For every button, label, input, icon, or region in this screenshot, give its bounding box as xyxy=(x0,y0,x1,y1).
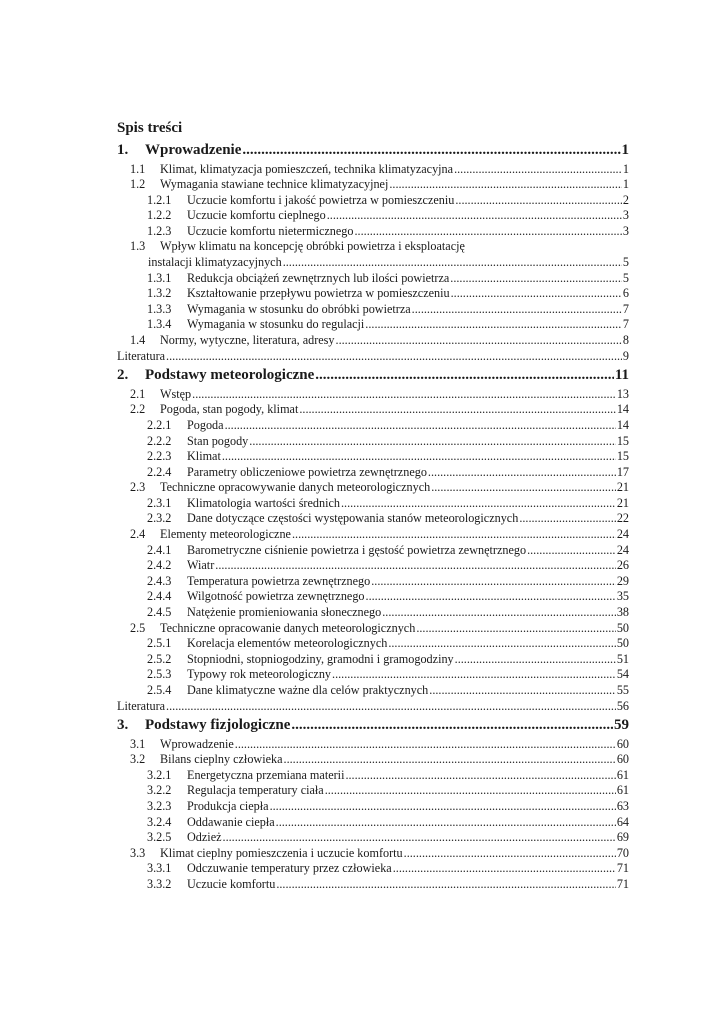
toc-entry[interactable] xyxy=(117,543,629,559)
toc-entry-number: 3.1 xyxy=(130,736,146,751)
toc-entry-page: 2 xyxy=(622,192,629,207)
toc-entry-page: 64 xyxy=(616,814,629,829)
dot-leader xyxy=(284,752,616,768)
toc-entry-title: Produkcja ciepła xyxy=(187,799,269,814)
toc-entry-page: 15 xyxy=(616,449,629,464)
toc-entry-number: 1.2.2 xyxy=(147,208,172,223)
dot-leader xyxy=(270,799,616,815)
toc-entry-page: 71 xyxy=(616,861,629,876)
toc-entry-number: 1.1 xyxy=(130,161,146,176)
toc-entry-number: 2.5.2 xyxy=(147,651,172,666)
toc-entry-number: 2.4 xyxy=(130,527,146,542)
toc-entry-number: 2.2.2 xyxy=(147,433,172,448)
dot-leader xyxy=(382,605,616,621)
toc-entry-title: Wymagania w stosunku do regulacji xyxy=(187,317,365,332)
toc-entry[interactable] xyxy=(117,589,629,605)
dot-leader xyxy=(519,511,616,527)
toc-entry-title: Wymagania w stosunku do obróbki powietrza xyxy=(187,301,411,316)
toc-entry[interactable] xyxy=(117,177,629,193)
toc-entry[interactable] xyxy=(117,714,629,737)
dot-leader xyxy=(222,449,616,465)
toc-entry-title: Regulacja temperatury ciała xyxy=(187,783,324,798)
toc-entry-title: Wiatr xyxy=(187,558,215,573)
toc-entry-title: Dane klimatyczne ważne dla celów praktycznych xyxy=(187,683,429,697)
toc-entry-page: 56 xyxy=(616,698,629,713)
toc-entry-title: Wymagania stawiane technice klimatyzacyjnej xyxy=(160,177,389,192)
dot-leader xyxy=(365,317,622,333)
toc-entry-number: 2.3 xyxy=(130,480,146,495)
toc-entry-number: 1.3.2 xyxy=(147,286,172,301)
toc-entry-page: 14 xyxy=(616,402,629,417)
toc-entry-title: Pogoda, stan pogody, klimat xyxy=(160,402,299,417)
toc-entry-title: Korelacja elementów meteorologicznych xyxy=(187,636,388,651)
toc-entry-page: 38 xyxy=(616,605,629,620)
dot-leader xyxy=(450,271,622,287)
toc-entry[interactable] xyxy=(117,558,629,574)
dot-leader xyxy=(412,302,622,318)
toc-entry-title: Wprowadzenie xyxy=(145,142,242,158)
toc-entry-page: 29 xyxy=(616,573,629,588)
toc-entry[interactable] xyxy=(117,418,629,434)
toc-entry-page: 5 xyxy=(622,255,629,270)
dot-leader xyxy=(225,418,616,434)
dot-leader xyxy=(455,193,622,209)
toc-entry-number: 1.2.3 xyxy=(147,223,172,238)
toc-entry-number: 1.3.3 xyxy=(147,301,172,316)
dot-leader xyxy=(166,349,622,365)
toc-entry-number: 3.2.5 xyxy=(147,830,172,845)
dot-leader xyxy=(455,652,616,668)
toc-entry[interactable] xyxy=(117,861,629,877)
toc-entry-page: 5 xyxy=(622,270,629,285)
toc-entry-title: Podstawy fizjologiczne xyxy=(145,717,291,734)
toc-entry-page: 7 xyxy=(622,301,629,316)
toc-entry-title: Techniczne opracowanie danych meteorologicznych xyxy=(160,620,416,635)
toc-entry-title: Techniczne opracowywanie danych meteorologicznych xyxy=(160,480,431,495)
dot-leader xyxy=(242,139,620,162)
toc-entry[interactable] xyxy=(117,449,629,465)
dot-leader xyxy=(393,861,616,877)
toc-entry-page: 51 xyxy=(616,651,629,666)
dot-leader xyxy=(166,699,616,715)
toc-entry-title: Klimat cieplny pomieszczenia i uczucie komfortu xyxy=(160,845,403,860)
toc-entry-page: 24 xyxy=(616,542,629,557)
toc-entry-page: 17 xyxy=(616,464,629,479)
toc-entry-title: Klimat xyxy=(187,449,221,464)
toc-entry[interactable] xyxy=(117,667,629,683)
toc-entry[interactable] xyxy=(117,877,629,893)
toc-entry[interactable] xyxy=(117,830,629,846)
toc-entry-number: 3.3 xyxy=(130,845,146,860)
toc-entry-number: 2.4.5 xyxy=(147,605,172,620)
toc-entry[interactable] xyxy=(117,434,629,450)
toc-entry-number: 2. xyxy=(117,367,129,384)
toc-entry-page: 24 xyxy=(616,527,629,542)
toc-entry-number: 3.2 xyxy=(130,752,146,767)
toc-entry-number: 3.3.1 xyxy=(147,861,172,876)
dot-leader xyxy=(527,543,616,559)
toc-entry[interactable] xyxy=(117,737,629,753)
toc-entry-number: 1.2.1 xyxy=(147,192,172,207)
toc-entry-page: 3 xyxy=(622,208,629,223)
toc-entry-page: 70 xyxy=(616,845,629,860)
dot-leader xyxy=(299,402,615,418)
toc-entry-page: 22 xyxy=(616,511,629,526)
toc-entry-number: 2.2.4 xyxy=(147,464,172,479)
dot-leader xyxy=(215,558,616,574)
toc-entry-page: 61 xyxy=(616,767,629,782)
toc-entry-number: 1.4 xyxy=(130,333,146,348)
dot-leader xyxy=(276,877,615,893)
toc-entry-page: 35 xyxy=(616,589,629,604)
dot-leader xyxy=(276,815,616,831)
toc-entry-number: 1.2 xyxy=(130,177,146,192)
toc-entry[interactable] xyxy=(117,349,629,365)
toc-entry-title: Natężenie promieniowania słonecznego xyxy=(187,605,382,620)
toc-entry-number: 2.3.2 xyxy=(147,511,172,526)
toc-entry-number: 2.5.4 xyxy=(147,683,172,697)
toc-entry-number: 2.4.2 xyxy=(147,558,172,573)
toc-entry[interactable] xyxy=(117,302,629,318)
dot-leader xyxy=(341,496,616,512)
dot-leader xyxy=(428,465,616,481)
toc-entry-title: Uczucie komfortu i jakość powietrza w pomieszczeniu xyxy=(187,192,455,207)
toc-entry[interactable] xyxy=(117,317,629,333)
toc-entry-page: 14 xyxy=(616,417,629,432)
toc-entry-page: 60 xyxy=(616,752,629,767)
toc-entry-title: Wpływ klimatu na koncepcję obróbki powietrza i eksploatację xyxy=(160,239,465,254)
toc-entry-page: 50 xyxy=(616,636,629,651)
toc-entry[interactable] xyxy=(117,846,629,862)
toc-entry-title: Kształtowanie przepływu powietrza w pomieszczeniu xyxy=(187,286,450,301)
toc-entry[interactable] xyxy=(117,333,629,349)
dot-leader xyxy=(235,737,616,753)
toc-entry-title: Stan pogody xyxy=(187,433,249,448)
toc-entry-title: Klimat, klimatyzacja pomieszczeń, technika klimatyzacyjna xyxy=(160,161,454,176)
toc-entry-page: 9 xyxy=(622,348,629,363)
toc-entry[interactable] xyxy=(117,768,629,784)
toc-entry-number: 1.3.1 xyxy=(147,270,172,285)
dot-leader xyxy=(431,480,616,496)
toc-entry-page: 1 xyxy=(621,142,629,158)
toc-entry-title: Odczuwanie temperatury przez człowieka xyxy=(187,861,392,876)
toc-entry-title: Temperatura powietrza zewnętrznego xyxy=(187,573,371,588)
toc-entry-title: Typowy rok meteorologiczny xyxy=(187,667,332,682)
toc-entry-number: 3.3.2 xyxy=(147,877,172,892)
toc-entry-page: 15 xyxy=(616,433,629,448)
toc-entry[interactable] xyxy=(117,480,629,496)
toc-entry[interactable] xyxy=(117,636,629,652)
toc-entry[interactable] xyxy=(117,162,629,178)
dot-leader xyxy=(249,434,616,450)
toc-entry-number: 2.5 xyxy=(130,620,146,635)
toc-entry[interactable] xyxy=(117,193,629,209)
toc-entry-title: Redukcja obciążeń zewnętrznych lub ilości powietrza xyxy=(187,270,450,285)
page-title: Spis treści xyxy=(117,120,183,136)
toc-entry[interactable] xyxy=(117,496,629,512)
toc-entry-number: 2.2.1 xyxy=(147,417,172,432)
toc-entry-page: 50 xyxy=(616,620,629,635)
toc-entry-title: Uczucie komfortu xyxy=(187,877,276,892)
toc-entry-number: 1.3 xyxy=(130,239,146,254)
toc-entry-title: Wprowadzenie xyxy=(160,736,234,751)
dot-leader xyxy=(291,714,613,737)
toc-entry-page: 21 xyxy=(616,480,629,495)
toc-entry-page: 71 xyxy=(616,877,629,892)
toc-entry-page: 26 xyxy=(616,558,629,573)
toc-entry-page: 11 xyxy=(614,367,629,384)
toc-entry-number: 2.4.4 xyxy=(147,589,172,604)
dot-leader xyxy=(389,177,622,193)
toc-entry[interactable] xyxy=(117,511,629,527)
toc-entry-page: 8 xyxy=(622,333,629,348)
dot-leader xyxy=(416,621,616,637)
dot-leader xyxy=(366,589,616,605)
dot-leader xyxy=(325,783,616,799)
toc-entry-page: 21 xyxy=(616,495,629,510)
dot-leader xyxy=(454,162,622,178)
toc-entry-title: Parametry obliczeniowe powietrza zewnętrznego xyxy=(187,464,427,479)
dot-leader xyxy=(345,768,615,784)
toc-entry[interactable] xyxy=(117,224,629,240)
toc-entry[interactable] xyxy=(117,783,629,799)
toc-entry-number: 1.3.4 xyxy=(147,317,172,332)
table-of-contents xyxy=(117,139,629,893)
toc-entry[interactable] xyxy=(117,815,629,831)
toc-entry[interactable] xyxy=(117,286,629,302)
toc-entry-number: 3.2.4 xyxy=(147,814,172,829)
toc-entry-page: 63 xyxy=(616,799,629,814)
toc-entry-number: 2.5.1 xyxy=(147,636,172,651)
dot-leader xyxy=(283,255,622,271)
toc-entry-title: Uczucie komfortu cieplnego xyxy=(187,208,326,223)
dot-leader xyxy=(292,527,616,543)
toc-entry-title: Pogoda xyxy=(187,417,224,432)
toc-entry[interactable] xyxy=(117,271,629,287)
toc-entry[interactable] xyxy=(117,621,629,637)
toc-entry[interactable] xyxy=(117,364,629,387)
dot-leader xyxy=(192,387,616,403)
toc-entry[interactable] xyxy=(117,465,629,481)
toc-entry-title: Barometryczne ciśnienie powietrza i gęstość powietrza zewnętrznego xyxy=(187,542,527,557)
dot-leader xyxy=(336,333,622,349)
toc-entry-page: 69 xyxy=(616,830,629,845)
toc-entry-title: instalacji klimatyzacyjnych xyxy=(148,255,282,270)
toc-entry[interactable] xyxy=(117,527,629,543)
toc-entry-number: 2.2 xyxy=(130,402,146,417)
toc-entry-title: Dane dotyczące częstości występowania stanów meteorologicznych xyxy=(187,511,519,526)
toc-entry-number: 1. xyxy=(117,142,129,158)
toc-entry[interactable] xyxy=(117,605,629,621)
toc-entry-title: Stopniodni, stopniogodziny, gramodni i gramogodziny xyxy=(187,651,454,666)
toc-entry[interactable] xyxy=(117,387,629,403)
toc-entry[interactable] xyxy=(117,652,629,668)
toc-entry-page: 60 xyxy=(616,736,629,751)
toc-entry[interactable] xyxy=(117,699,629,715)
toc-entry[interactable] xyxy=(117,752,629,768)
dot-leader xyxy=(327,208,622,224)
dot-leader xyxy=(388,636,615,652)
toc-entry[interactable] xyxy=(117,139,629,162)
toc-entry-page: 6 xyxy=(622,286,629,301)
toc-entry-title: Klimatologia wartości średnich xyxy=(187,495,340,510)
dot-leader xyxy=(404,846,616,862)
toc-entry[interactable] xyxy=(117,574,629,590)
dot-leader xyxy=(371,574,616,590)
toc-entry-number: 3.2.2 xyxy=(147,783,172,798)
dot-leader xyxy=(451,286,622,302)
toc-entry[interactable] xyxy=(117,683,629,699)
toc-entry[interactable] xyxy=(117,208,629,224)
toc-entry-title: Bilans cieplny człowieka xyxy=(160,752,283,767)
toc-entry-page: 1 xyxy=(622,161,629,176)
toc-entry-number: 2.4.3 xyxy=(147,573,172,588)
toc-entry[interactable] xyxy=(117,255,629,271)
toc-entry-number: 2.1 xyxy=(130,386,146,401)
toc-entry-page: 61 xyxy=(616,783,629,798)
toc-entry-title: Oddawanie ciepła xyxy=(187,814,275,829)
toc-entry-number: 2.3.1 xyxy=(147,495,172,510)
toc-entry-title: Elementy meteorologiczne xyxy=(160,527,291,542)
toc-entry[interactable] xyxy=(117,239,629,255)
toc-entry-page: 59 xyxy=(614,717,629,734)
toc-entry-title: Podstawy meteorologiczne xyxy=(145,367,315,384)
toc-entry-title: Odzież xyxy=(187,830,222,845)
toc-entry[interactable] xyxy=(117,799,629,815)
toc-entry-title: Energetyczna przemiana materii xyxy=(187,767,345,782)
dot-leader xyxy=(315,364,614,387)
dot-leader xyxy=(332,667,616,683)
toc-entry-title: Wstęp xyxy=(160,386,192,401)
dot-leader xyxy=(355,224,622,240)
toc-entry-page: 13 xyxy=(616,386,629,401)
toc-entry-number: 3. xyxy=(117,717,129,734)
toc-entry-title: Wilgotność powietrza zewnętrznego xyxy=(187,589,365,604)
toc-entry-number: 2.2.3 xyxy=(147,449,172,464)
dot-leader xyxy=(429,683,616,699)
toc-entry-number: 2.4.1 xyxy=(147,542,172,557)
toc-entry-number: 3.2.1 xyxy=(147,767,172,782)
dot-leader xyxy=(223,830,616,846)
toc-entry-number: 3.2.3 xyxy=(147,799,172,814)
toc-entry-page: 7 xyxy=(622,317,629,332)
toc-entry[interactable] xyxy=(117,402,629,418)
toc-entry-number: 2.5.3 xyxy=(147,667,172,682)
toc-entry-title: Normy, wytyczne, literatura, adresy xyxy=(160,333,335,348)
toc-entry-page: 54 xyxy=(616,667,629,682)
toc-entry-title: Uczucie komfortu nietermicznego xyxy=(187,223,354,238)
toc-entry-page: 3 xyxy=(622,223,629,238)
toc-entry-page: 1 xyxy=(622,177,629,192)
toc-entry-title: Literatura xyxy=(117,348,166,363)
toc-entry-title: Literatura xyxy=(117,698,166,713)
toc-entry-page: 55 xyxy=(616,683,629,697)
